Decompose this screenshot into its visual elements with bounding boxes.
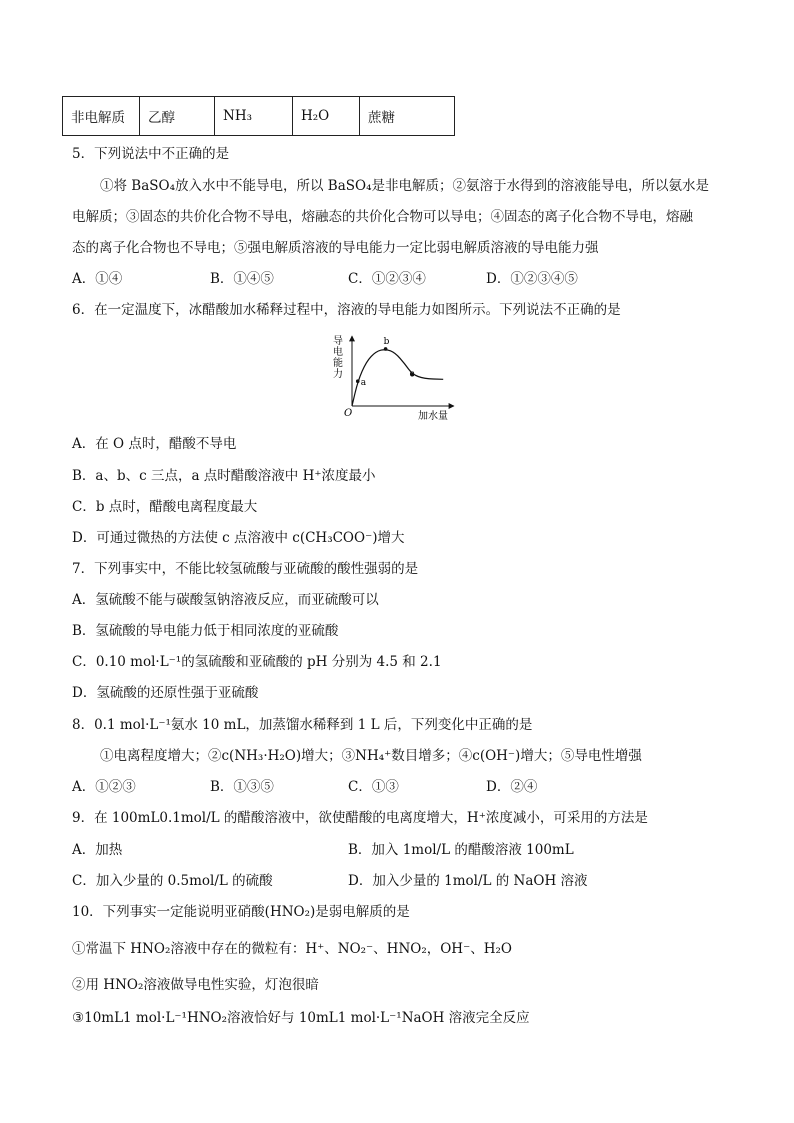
q5-option-d: D．①②③④⑤ [486, 271, 578, 287]
y-axis-label-4: 力 [333, 369, 343, 380]
q7-option-b: B．氢硫酸的导电能力低于相同浓度的亚硫酸 [72, 623, 339, 639]
q5-stem: 5．下列说法中不正确的是 [72, 146, 230, 162]
table-cell: H₂O [293, 97, 360, 136]
x-axis-label: 加水量 [418, 411, 448, 422]
q7-option-d: D．氢硫酸的还原性强于亚硫酸 [72, 685, 259, 701]
q8-stem: 8．0.1 mol·L⁻¹氨水 10 mL，加蒸馏水稀释到 1 L 后，下列变化中正确的是 [72, 717, 533, 733]
point-label-b: b [383, 336, 390, 347]
q8-option-b: B．①③⑤ [210, 779, 274, 795]
q9-stem: 9．在 100mL0.1mol/L 的醋酸溶液中，欲使醋酸的电离度增大，H⁺浓度减小，可采用的方法是 [72, 810, 648, 826]
curve-points [356, 337, 415, 388]
q5-option-c: C．①②③④ [348, 271, 426, 287]
q10-item: ③10mL1 mol·L⁻¹HNO₂溶液恰好与 10mL1 mol·L⁻¹NaOH 溶液完全反应 [72, 1010, 530, 1026]
y-axis-label-3: 能 [333, 358, 343, 369]
q6-option-c: C．b 点时，醋酸电离程度最大 [72, 499, 258, 515]
q8-body: ①电离程度增大；②c(NH₃·H₂O)增大；③NH₄⁺数目增多；④c(OH⁻)增大；⑤导电性增强 [100, 748, 642, 764]
table-cell: 乙醇 [140, 97, 215, 136]
q10-item: ②用 HNO₂溶液做导电性实验，灯泡很暗 [72, 977, 319, 993]
point-b [384, 347, 388, 351]
y-axis-label-2: 电 [333, 347, 343, 358]
origin-label: O [344, 408, 353, 419]
table-row [63, 97, 455, 136]
q9-option-c: C．加入少量的 0.5mol/L 的硫酸 [72, 873, 273, 889]
q7-option-c: C．0.10 mol·L⁻¹的氢硫酸和亚硫酸的 pH 分别为 4.5 和 2.1 [72, 654, 442, 670]
y-axis-label-1: 导 [333, 336, 343, 347]
q6-stem: 6．在一定温度下，冰醋酸加水稀释过程中，溶液的导电能力如图所示。下列说法不正确的是 [72, 302, 621, 318]
q7-stem: 7．下列事实中，不能比较氢硫酸与亚硫酸的酸性强弱的是 [72, 561, 419, 577]
q7-option-a: A．氢硫酸不能与碳酸氢钠溶液反应，而亚硫酸可以 [72, 592, 379, 608]
table-cell: 非电解质 [63, 97, 140, 136]
q10-item: ①常温下 HNO₂溶液中存在的微粒有：H⁺、NO₂⁻、HNO₂，OH⁻、H₂O [72, 941, 512, 957]
table-cell: 蔗糖 [360, 97, 455, 136]
q5-option-a: A．①④ [72, 271, 123, 287]
point-label-a: a [360, 378, 367, 389]
q9-option-d: D．加入少量的 1mol/L 的 NaOH 溶液 [348, 873, 588, 889]
q6-option-d: D．可通过微热的方法使 c 点溶液中 c(CH₃COO⁻)增大 [72, 530, 405, 546]
q6-option-a: A．在 O 点时，醋酸不导电 [72, 436, 237, 452]
point-label-c: c [409, 369, 415, 380]
q9-option-a: A．加热 [72, 842, 123, 858]
conductivity-chart [330, 330, 460, 425]
q10-stem: 10．下列事实一定能说明亚硝酸(HNO₂)是弱电解质的是 [72, 904, 410, 920]
q5-body-line: 电解质；③固态的共价化合物不导电，熔融态的共价化合物可以导电；④固态的离子化合物不导电，熔融 [72, 209, 693, 225]
q8-option-c: C．①③ [348, 779, 399, 795]
q5-body-line: ①将 BaSO₄放入水中不能导电，所以 BaSO₄是非电解质；②氨溶于水得到的溶液能导电，所以氨水是 [100, 178, 709, 194]
nonelectrolyte-table [62, 96, 455, 136]
q8-option-d: D．②④ [486, 779, 538, 795]
table-cell: NH₃ [215, 97, 293, 136]
q6-option-b: B．a、b、c 三点，a 点时醋酸溶液中 H⁺浓度最小 [72, 468, 376, 484]
q5-body-line: 态的离子化合物也不导电；⑤强电解质溶液的导电能力一定比弱电解质溶液的导电能力强 [72, 240, 599, 256]
q9-option-b: B．加入 1mol/L 的醋酸溶液 100mL [348, 842, 574, 858]
q8-option-a: A．①②③ [72, 779, 136, 795]
q5-option-b: B．①④⑤ [210, 271, 274, 287]
point-a [356, 379, 360, 383]
